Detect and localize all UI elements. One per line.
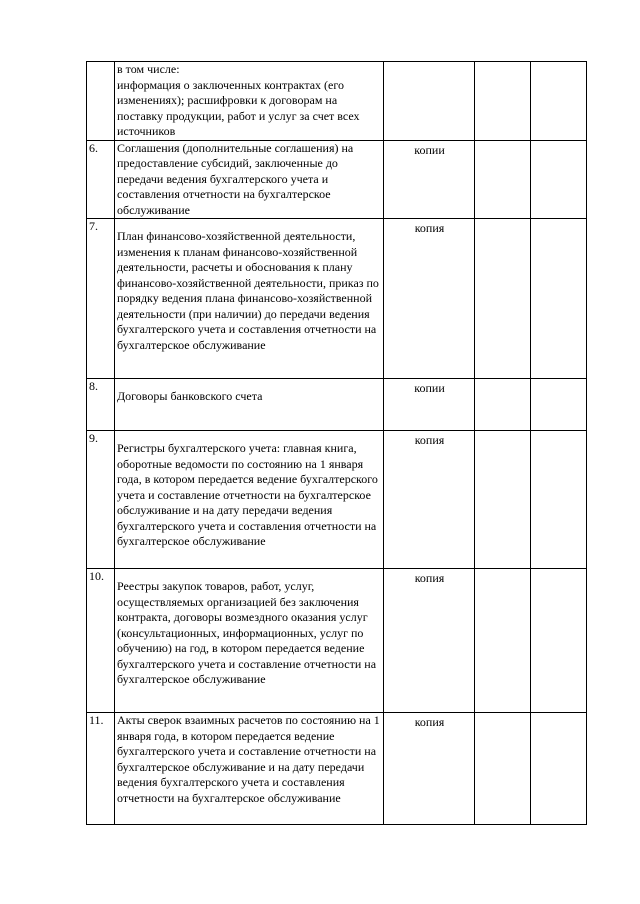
empty-cell <box>531 219 587 379</box>
row-description <box>115 379 384 431</box>
empty-cell <box>475 140 531 219</box>
row-number: 7. <box>87 219 115 379</box>
row-description-text: План финансово-хозяйственной деятельности, изменения к планам финансово-хозяйственной деятельности, расчеты и обоснования к плану финансово-хозяйственной деятельности, приказ по порядку ведения плана финансово-хозяйственной деятельности (при наличии) до передачи ведения бухгалтерского учета и составления отчетности на бухгалтерское обслуживание <box>117 229 379 352</box>
empty-cell <box>475 219 531 379</box>
row-description <box>115 713 384 825</box>
row-copy-type <box>384 713 475 825</box>
table-row <box>87 431 587 569</box>
table-row <box>87 62 587 141</box>
empty-cell <box>475 569 531 713</box>
empty-cell <box>531 379 587 431</box>
row-copy-type-text: копия <box>414 221 445 235</box>
row-description-text: Соглашения (дополнительные соглашения) на предоставление субсидий, заключенные до передачи ведения бухгалтерского учета и составления отчетности на бухгалтерское обслуживание <box>117 140 354 217</box>
empty-cell <box>475 713 531 825</box>
row-number: 9. <box>87 431 115 569</box>
empty-cell <box>475 379 531 431</box>
row-number: 8. <box>87 379 115 431</box>
row-description-text: Договоры банковского счета <box>117 389 263 403</box>
row-description-text: Акты сверок взаимных расчетов по состоянию на 1 января года, в котором передается ведение бухгалтерского учета и составление отчетности на бухгалтерское обслуживание и на дату передачи ведения бухгалтерского учета и составления отчетности на бухгалтерское обслуживание <box>117 713 380 805</box>
row-description <box>115 431 384 569</box>
documents-table <box>86 61 587 825</box>
empty-cell <box>475 62 531 141</box>
row-copy-type <box>384 379 475 431</box>
empty-cell <box>531 62 587 141</box>
table-row <box>87 379 587 431</box>
table-row <box>87 219 587 379</box>
row-number: 6. <box>87 140 115 219</box>
row-description <box>115 140 384 219</box>
table-row <box>87 569 587 713</box>
row-copy-type <box>384 62 475 141</box>
empty-cell <box>531 140 587 219</box>
row-description-text: Регистры бухгалтерского учета: главная книга, оборотные ведомости по состоянию на 1 января года, в котором передается ведение бухгалтерского учета и составление отчетности на бухгалтерское обслуживание и на дату передачи ведения бухгалтерского учета и составления отчетности на бухгалтерское обслуживание <box>117 441 378 548</box>
row-copy-type <box>384 569 475 713</box>
empty-cell <box>531 569 587 713</box>
row-number <box>87 62 115 141</box>
row-description <box>115 62 384 141</box>
row-copy-type-text: копии <box>414 142 445 157</box>
row-copy-type-text: копии <box>414 381 445 395</box>
table-row <box>87 713 587 825</box>
row-copy-type <box>384 219 475 379</box>
table-row <box>87 140 587 219</box>
row-description-text: Реестры закупок товаров, работ, услуг, осуществляемых организацией без заключения контракта, договоры возмездного оказания услуг (консультационных, информационных, услуг по обучению) на год, в котором передается ведение бухгалтерского учета и составление отчетности на бухгалтерское обслуживание <box>117 579 377 686</box>
row-copy-type-text <box>386 62 473 64</box>
empty-cell <box>531 713 587 825</box>
row-copy-type <box>384 140 475 219</box>
row-number: 10. <box>87 569 115 713</box>
row-copy-type-text: копия <box>414 715 445 729</box>
empty-cell <box>475 431 531 569</box>
row-copy-type <box>384 431 475 569</box>
row-copy-type-text: копия <box>414 571 445 585</box>
row-copy-type-text: копия <box>414 433 445 447</box>
row-description <box>115 569 384 713</box>
empty-cell <box>531 431 587 569</box>
row-number: 11. <box>87 713 115 825</box>
row-description <box>115 219 384 379</box>
row-description-text: в том числе: информация о заключенных контрактах (его изменениях); расшифровки к договорам на поставку продукции, работ и услуг за счет всех источников <box>117 62 360 138</box>
